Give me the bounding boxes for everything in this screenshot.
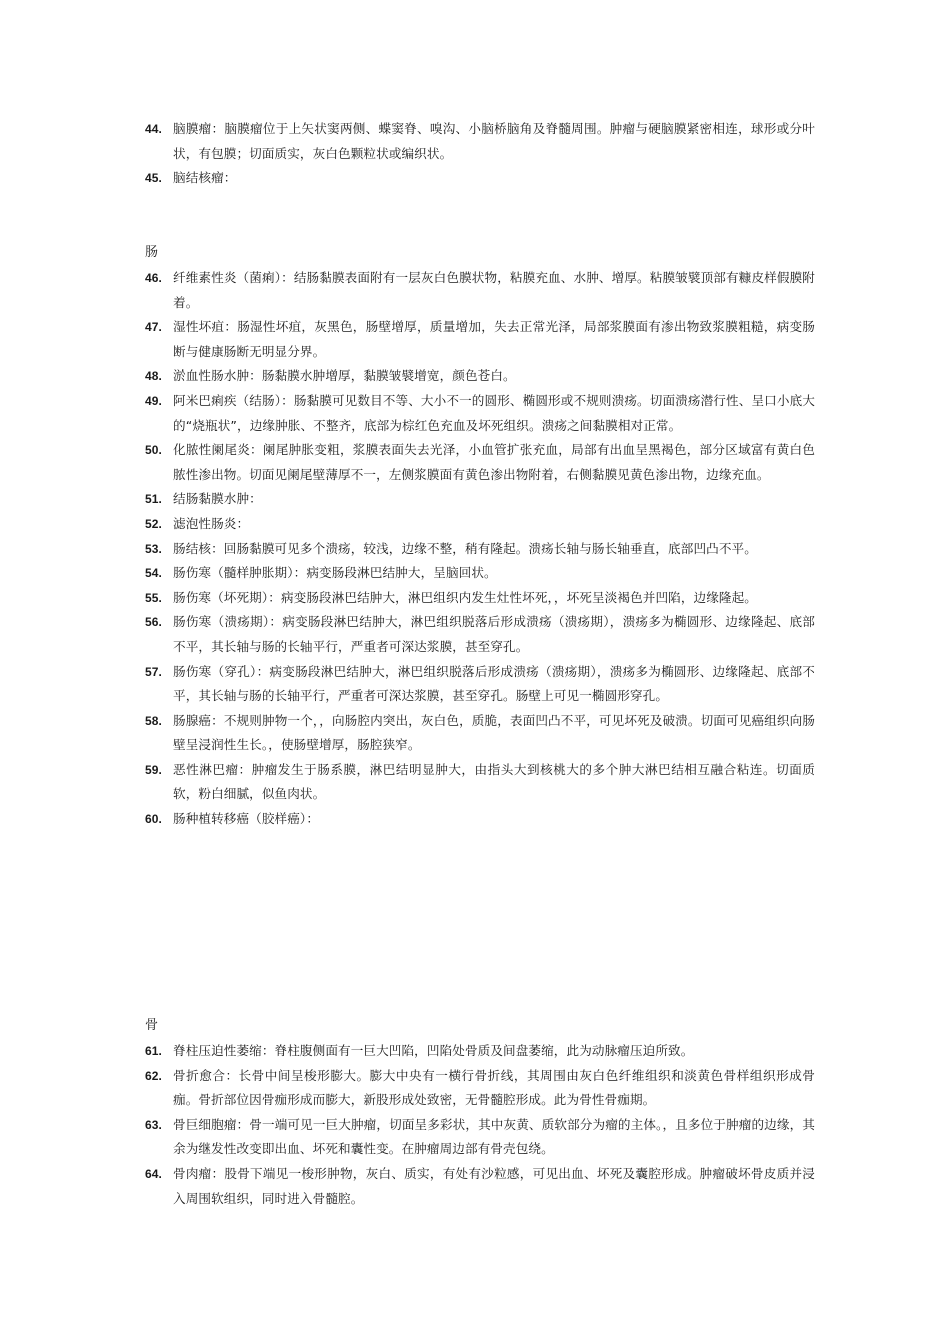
list-item bbox=[145, 117, 815, 166]
item-text: 骨折愈合：长骨中间呈梭形膨大。膨大中央有一横行骨折线，其周围由灰白色纤维组织和淡黄色骨样组织形成骨痂。骨折部位因骨痂形成而膨大，新股形成处致密，无骨髓腔形成。此为骨性骨痂期。 bbox=[173, 1067, 815, 1108]
item-number: 48. bbox=[145, 369, 162, 384]
item-number: 44. bbox=[145, 122, 162, 136]
list-item bbox=[145, 166, 815, 191]
item-text: 纤维素性炎（菌痢）：结肠黏膜表面附有一层灰白色膜状物，粘膜充血、水肿、增厚。粘膜皱襞顶部有糠皮样假膜附着。 bbox=[173, 270, 815, 310]
item-number: 45. bbox=[145, 171, 162, 186]
list-item bbox=[145, 660, 815, 709]
section-heading-bone: 骨 bbox=[145, 1018, 159, 1033]
item-text: 湿性坏疽：肠湿性坏疽，灰黑色，肠壁增厚，质量增加，失去正常光泽，局部浆膜面有渗出物致浆膜粗糙，病变肠断与健康肠断无明显分界。 bbox=[173, 319, 815, 359]
item-number: 57. bbox=[145, 664, 162, 679]
item-number: 49. bbox=[145, 393, 162, 408]
item-text: 结肠黏膜水肿： bbox=[173, 491, 262, 507]
item-number: 60. bbox=[145, 812, 162, 827]
item-text: 恶性淋巴瘤：肿瘤发生于肠系膜，淋巴结明显肿大，由指头大到核桃大的多个肿大淋巴结相互融合粘连。切面质软，粉白细腻，似鱼肉状。 bbox=[173, 761, 815, 802]
item-text: 骨巨细胞瘤：骨一端可见一巨大肿瘤，切面呈多彩状，其中灰黄、质软部分为瘤的主体。，且多位于肿瘤的边缘，其余为继发性改变即出血、坏死和囊性变。在肿瘤周边部有骨壳包绕。 bbox=[173, 1116, 815, 1157]
list-item bbox=[145, 438, 815, 487]
item-number: 54. bbox=[145, 566, 162, 581]
section-bone bbox=[145, 1039, 815, 1211]
list-item bbox=[145, 512, 815, 537]
list-item bbox=[145, 315, 815, 364]
item-text: 骨肉瘤：股骨下端见一梭形肿物，灰白、质实，有处有沙粒感，可见出血、坏死及囊腔形成。肿瘤破坏骨皮质并浸入周围软组织，同时进入骨髓腔。 bbox=[173, 1165, 815, 1206]
item-text: 阿米巴痢疾（结肠）：肠黏膜可见数目不等、大小不一的圆形、椭圆形或不规则溃疡。切面溃疡潜行性、呈口小底大的“烧瓶状”，边缘肿胀、不整齐，底部为棕红色充血及坏死组织。溃疡之间黏膜相对正常。 bbox=[173, 392, 815, 433]
item-number: 64. bbox=[145, 1166, 162, 1181]
list-item bbox=[145, 537, 815, 562]
list-item bbox=[145, 561, 815, 586]
list-item bbox=[145, 586, 815, 611]
list-item bbox=[145, 1039, 815, 1064]
item-number: 63. bbox=[145, 1117, 162, 1132]
item-number: 59. bbox=[145, 762, 162, 777]
item-text: 淤血性肠水肿：肠黏膜水肿增厚，黏膜皱襞增宽，颜色苍白。 bbox=[173, 368, 516, 384]
list-item bbox=[145, 389, 815, 438]
list-item bbox=[145, 266, 815, 315]
item-text: 肠伤寒（坏死期）：病变肠段淋巴结肿大，淋巴组织内发生灶性坏死，，坏死呈淡褐色并凹陷，边缘隆起。 bbox=[173, 589, 758, 605]
item-text: 肠腺癌：不规则肿物一个，，向肠腔内突出，灰白色，质脆，表面凹凸不平，可见坏死及破溃。切面可见癌组织向肠壁呈浸润性生长。，使肠壁增厚，肠腔狭窄。 bbox=[173, 712, 815, 753]
list-item bbox=[145, 610, 815, 659]
item-text: 脑结核瘤： bbox=[173, 170, 237, 186]
item-text: 肠结核：回肠黏膜可见多个溃疡，较浅，边缘不整，稍有隆起。溃疡长轴与肠长轴垂直，底部凹凸不平。 bbox=[173, 540, 757, 556]
section-heading-intestine: 肠 bbox=[145, 245, 159, 260]
item-text: 肠伤寒（髓样肿胀期）：病变肠段淋巴结肿大，呈脑回状。 bbox=[173, 565, 497, 581]
item-number: 46. bbox=[145, 271, 162, 285]
item-number: 52. bbox=[145, 516, 162, 531]
item-text: 化脓性阑尾炎：阑尾肿胀变粗，浆膜表面失去光泽，小血管扩张充血，局部有出血呈黑褐色，部分区域富有黄白色脓性渗出物。切面见阑尾壁薄厚不一，左侧浆膜面有黄色渗出物附着，右侧黏膜见黄色渗出物，边缘充血。 bbox=[173, 442, 815, 482]
item-text: 肠伤寒（溃疡期）：病变肠段淋巴结肿大，淋巴组织脱落后形成溃疡（溃疡期），溃疡多为椭圆形、边缘隆起、底部不平，其长轴与肠的长轴平行，严重者可深达浆膜，甚至穿孔。 bbox=[173, 614, 815, 654]
item-number: 53. bbox=[145, 541, 162, 556]
list-item bbox=[145, 709, 815, 758]
item-text: 滤泡性肠炎： bbox=[173, 515, 250, 531]
item-number: 51. bbox=[145, 492, 162, 507]
item-text: 肠种植转移癌（胶样癌）： bbox=[173, 811, 320, 827]
item-number: 58. bbox=[145, 713, 162, 728]
list-item bbox=[145, 758, 815, 807]
item-number: 47. bbox=[145, 320, 162, 335]
section-brain bbox=[145, 117, 815, 191]
item-number: 62. bbox=[145, 1068, 162, 1083]
list-item bbox=[145, 1113, 815, 1162]
list-item bbox=[145, 487, 815, 512]
list-item bbox=[145, 1162, 815, 1211]
item-number: 61. bbox=[145, 1044, 162, 1058]
list-item bbox=[145, 364, 815, 389]
list-item bbox=[145, 1064, 815, 1113]
item-number: 56. bbox=[145, 615, 162, 630]
item-text: 肠伤寒（穿孔）：病变肠段淋巴结肿大，淋巴组织脱落后形成溃疡（溃疡期），溃疡多为椭圆形、边缘隆起、底部不平，其长轴与肠的长轴平行，严重者可深达浆膜，甚至穿孔。肠壁上可见一椭圆形穿孔。 bbox=[173, 663, 815, 704]
item-number: 55. bbox=[145, 590, 162, 605]
item-text: 脑膜瘤：脑膜瘤位于上矢状窦两侧、蝶窦脊、嗅沟、小脑桥脑角及脊髓周围。肿瘤与硬脑膜紧密相连，球形或分叶状，有包膜；切面质实，灰白色颗粒状或编织状。 bbox=[173, 121, 815, 161]
list-item bbox=[145, 807, 815, 832]
section-intestine bbox=[145, 266, 815, 832]
item-number: 50. bbox=[145, 443, 162, 458]
item-text: 脊柱压迫性萎缩：脊柱腹侧面有一巨大凹陷，凹陷处骨质及间盘萎缩，此为动脉瘤压迫所致。 bbox=[173, 1043, 694, 1058]
